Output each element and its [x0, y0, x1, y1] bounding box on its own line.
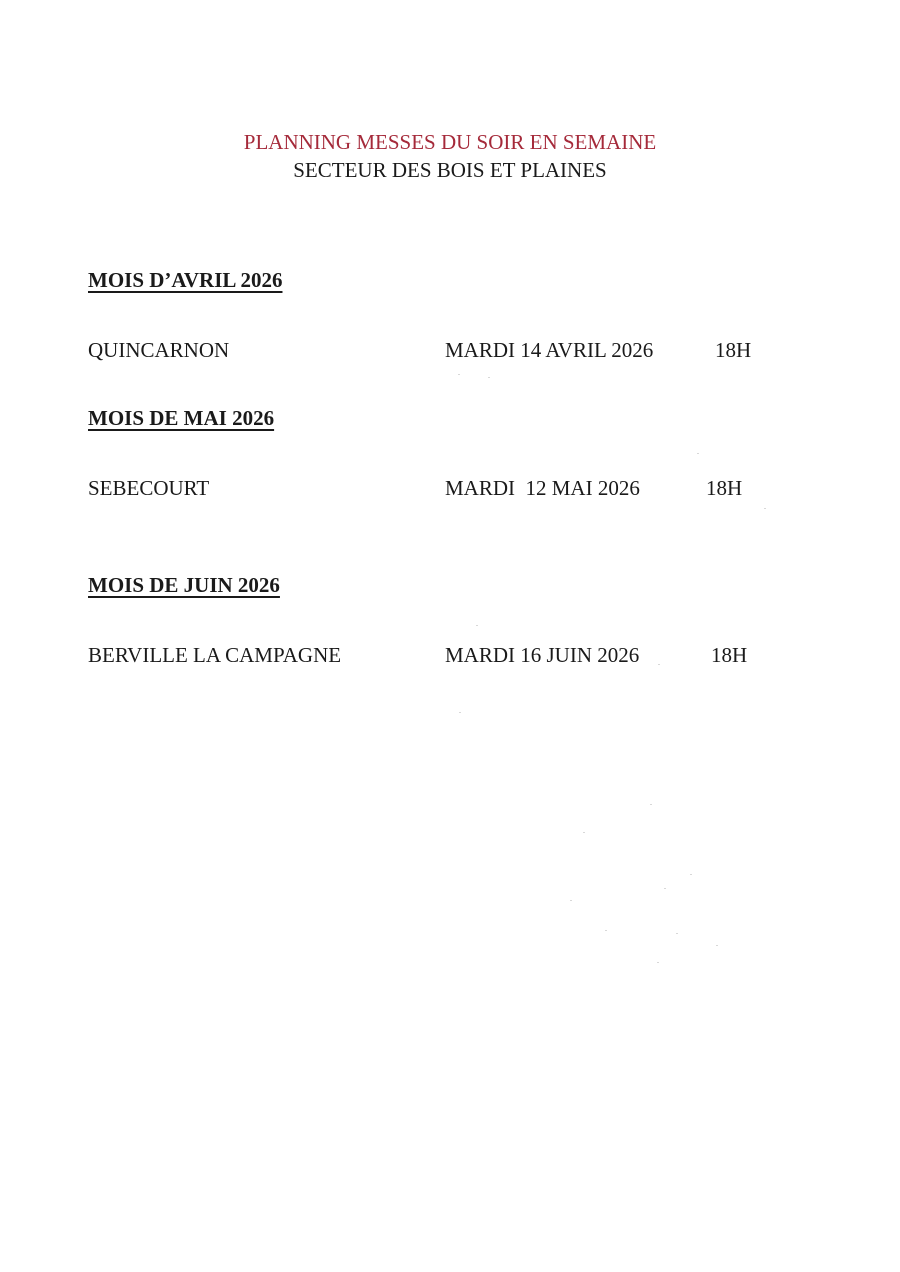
mass-location: BERVILLE LA CAMPAGNE	[88, 643, 342, 667]
month-section-may	[88, 404, 788, 502]
scan-speck	[658, 664, 660, 665]
scan-speck	[488, 377, 490, 378]
month-heading: MOIS DE JUIN 2026	[88, 573, 280, 597]
mass-time: 18H	[715, 338, 752, 362]
scan-speck	[458, 374, 460, 375]
mass-time: 18H	[711, 643, 748, 667]
mass-date: MARDI 14 AVRIL 2026	[445, 338, 654, 362]
mass-entry	[88, 641, 788, 669]
mass-entry	[88, 336, 788, 364]
month-heading: MOIS DE MAI 2026	[88, 406, 275, 430]
scan-speck	[583, 832, 585, 833]
scan-speck	[657, 962, 659, 963]
scan-speck	[650, 804, 652, 805]
scan-speck	[690, 874, 692, 875]
document-subtitle: SECTEUR DES BOIS ET PLAINES	[293, 158, 607, 182]
mass-date: MARDI 12 MAI 2026	[445, 476, 640, 500]
scan-speck	[459, 712, 461, 713]
document-title: PLANNING MESSES DU SOIR EN SEMAINE	[243, 130, 657, 154]
scan-speck	[476, 625, 478, 626]
scan-speck	[764, 508, 766, 509]
month-section-june	[88, 571, 788, 669]
mass-location: SEBECOURT	[88, 476, 210, 500]
scan-speck	[716, 945, 718, 946]
mass-location: QUINCARNON	[88, 338, 230, 362]
scan-speck	[570, 900, 572, 901]
mass-date: MARDI 16 JUIN 2026	[445, 643, 640, 667]
scan-speck	[605, 930, 607, 931]
mass-entry	[88, 474, 788, 502]
month-heading: MOIS D’AVRIL 2026	[88, 268, 283, 292]
mass-time: 18H	[706, 476, 743, 500]
scan-speck	[697, 453, 699, 454]
scan-speck	[664, 888, 666, 889]
month-section-april	[88, 266, 788, 364]
scan-speck	[676, 933, 678, 934]
